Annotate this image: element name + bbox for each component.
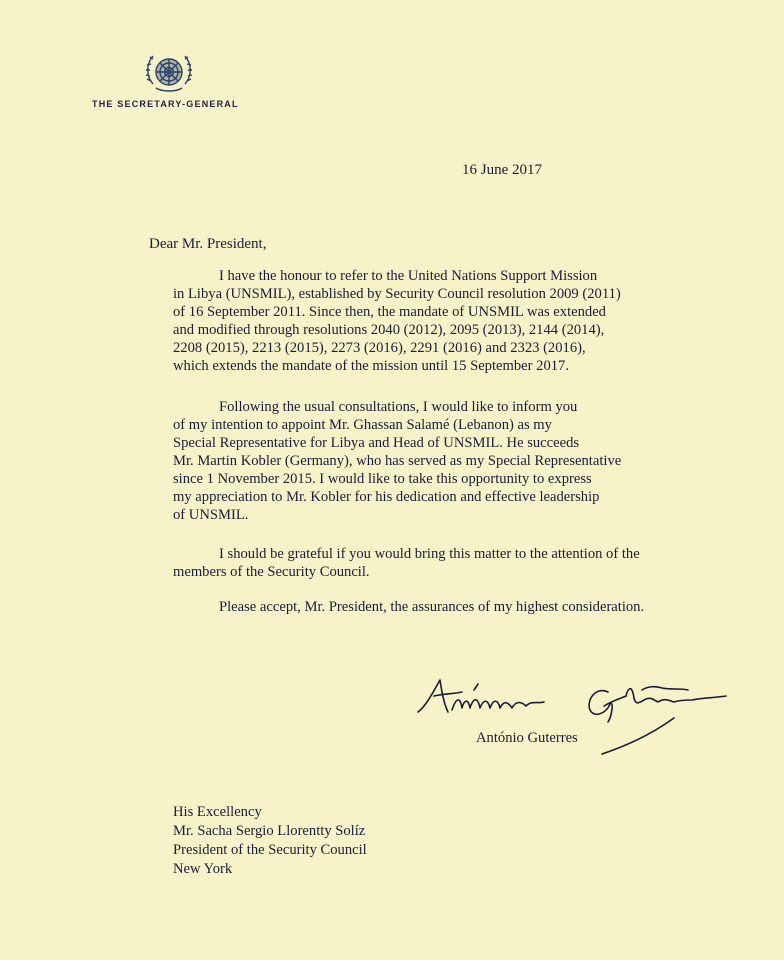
letterhead-office: THE SECRETARY-GENERAL <box>92 99 239 109</box>
text-line: since 1 November 2015. I would like to take this opportunity to express <box>173 471 592 487</box>
paragraph-3 <box>173 545 693 581</box>
text-line: I should be grateful if you would bring this matter to the attention of the <box>219 546 640 562</box>
un-emblem-icon <box>140 48 198 98</box>
text-line: of UNSMIL. <box>173 507 249 523</box>
text-line: which extends the mandate of the mission until 15 September 2017. <box>173 358 569 374</box>
address-line: His Excellency <box>173 804 262 820</box>
text-line: 2208 (2015), 2213 (2015), 2273 (2016), 2291 (2016) and 2323 (2016), <box>173 340 586 356</box>
address-line: New York <box>173 861 233 877</box>
address-line: Mr. Sacha Sergio Llorentty Solíz <box>173 823 366 839</box>
paragraph-2 <box>173 398 693 524</box>
salutation: Dear Mr. President, <box>149 236 267 252</box>
text-line: of my intention to appoint Mr. Ghassan Salamé (Lebanon) as my <box>173 417 552 433</box>
address-line: President of the Security Council <box>173 842 367 858</box>
text-line: and modified through resolutions 2040 (2012), 2095 (2013), 2144 (2014), <box>173 322 605 338</box>
recipient-address <box>173 803 367 879</box>
signer-name: António Guterres <box>476 730 578 746</box>
paragraph-1 <box>173 267 693 375</box>
text-line: members of the Security Council. <box>173 564 370 580</box>
text-line: Special Representative for Libya and Head of UNSMIL. He succeeds <box>173 435 580 451</box>
text-line: my appreciation to Mr. Kobler for his dedication and effective leadership <box>173 489 600 505</box>
text-line: of 16 September 2011. Since then, the mandate of UNSMIL was extended <box>173 304 606 320</box>
paragraph-4 <box>173 598 693 616</box>
text-line: Mr. Martin Kobler (Germany), who has served as my Special Representative <box>173 453 622 469</box>
text-line: I have the honour to refer to the United Nations Support Mission <box>219 268 598 284</box>
text-line: Please accept, Mr. President, the assurances of my highest consideration. <box>219 599 645 615</box>
text-line: in Libya (UNSMIL), established by Security Council resolution 2009 (2011) <box>173 286 621 302</box>
text-line: Following the usual consultations, I would like to inform you <box>219 399 578 415</box>
letter-date: 16 June 2017 <box>462 162 542 178</box>
